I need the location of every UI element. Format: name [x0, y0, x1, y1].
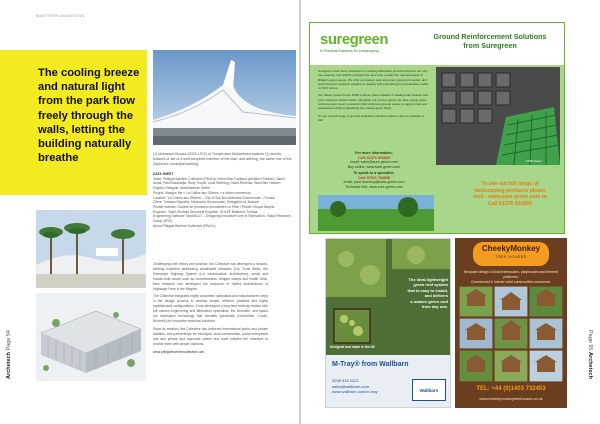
mtray-title: M-Tray® from Wallbarn: [332, 361, 409, 368]
data-sheet: [153, 172, 293, 228]
suregreen-paragraph: To see our full range of ground protection solutions please visit our website or call:: [318, 113, 424, 122]
body-text: [153, 262, 268, 354]
suregreen-logo: suregreen: [320, 31, 389, 48]
cta-line[interactable]: visit - www.sure-green.com or: [473, 194, 547, 201]
cheeky-logo: [473, 242, 549, 266]
pull-quote: The cooling breeze and natural light from the park flow freely through the walls, letting the building naturally breathe: [38, 67, 140, 165]
suregreen-copy: [318, 69, 430, 122]
cta-line: landscaping products please: [474, 187, 546, 194]
web-link[interactable]: www.philippebarrierecollective.com: [153, 349, 205, 354]
overlay-line: from day one.: [421, 304, 448, 310]
hero-building-illustration: [153, 50, 296, 145]
building-render-illustration: [36, 293, 146, 381]
data-sheet-line: Project: Mosque the « La Colline aux Oliviers » a urban community: [153, 190, 251, 195]
contact-line: To speak to a specialist;: [353, 171, 395, 175]
data-sheet-line: Private investor: Societe de promotion immobiliere Le Plein / Planet Groupe Bayeth: [153, 204, 275, 209]
contact-phone[interactable]: Call: 07921 784658: [358, 175, 390, 180]
suregreen-paragraph: Suregreen have been dedicated to creating affordable products that are not only free draining and SUDS compliant but also help sustain the natural beauty of Britain's green areas. We offer permanent and temporary ground protection and reinforcement solutions capable of dealing with everything from pedestrian traffic to HGV lorries.: [318, 69, 429, 91]
suregreen-title-line: Ground Reinforcement Solutions: [433, 32, 547, 41]
folio-page: Page 95: [587, 330, 593, 351]
cheeky-web[interactable]: www.cheekymonkeytreehouses.co.uk: [479, 397, 543, 401]
building-render-photo: [36, 293, 146, 381]
ad-mtray: [325, 238, 451, 408]
suregreen-paragraph: Our latest product is the FP60 a 40mm pave capable of dealing with heavier and more frequent vehicle traffic. Alongside our porous pavers we also supply grass reinforcement mesh, a solution that reinforces ground areas to support cars and pedestrians whilst maintaining the natural grass finish.: [318, 93, 429, 111]
data-sheet-line: Graphic Designer: Abdelrahman Detfre: [153, 186, 210, 191]
data-sheet-line: About Philippe Barriere Collective (PBcCo): [153, 223, 216, 228]
cheeky-taglines: [461, 270, 561, 284]
mtray-photo-caption: Designed and made in the UK: [330, 345, 375, 349]
cheeky-phone[interactable]: TEL: +44 (0)1403 732453: [476, 386, 546, 392]
cheeky-brand: CheekyMonkey: [481, 244, 541, 253]
photo-caption: (1) Mohamed Bouzid (2023-1972) of Tunisia also Mohammed saalmiz (1) and its ledwork or set of a well-complete member of the clan, and altering, the same role of the Zaytuna's municipal working.: [153, 152, 292, 166]
body-paragraph: The Collective integrates highly competent specialists and manufacturers early in the design process to develop simple, efficient, practical and highly sophisticated configurations. It has developed a long time working relation with the various engineering and fabrication specialists, the Dermidiri, and spans out workspace technology that elevates specialists (Geochimie, Curvin, Bionivek) for innovative technical solutions.: [153, 294, 268, 323]
right-folio: [587, 330, 593, 379]
data-sheet-line: Team: Philippe Barriere Collective (PBcEa), Ishem Ben Fadiboul (Architect Partner), Samir Arwal, Parsi Boubadjia, Rudy Troyat, Lucie Berthing, David Reherka, Wahi Ben Hassen: [153, 176, 285, 186]
mtray-email[interactable]: sales@wallbarn.com: [332, 383, 369, 389]
cheeky-brand-sub: TREE HOUSES: [495, 255, 527, 259]
data-sheet-heading: DATA SHEET: [153, 172, 174, 176]
suregreen-cta: [458, 181, 562, 207]
contact-phone[interactable]: Call: 01376 503869: [358, 155, 390, 160]
folio-label: Archetech: [587, 352, 593, 379]
paver-grid-illustration: [436, 67, 560, 165]
suregreen-title-line: from Suregreen: [463, 41, 517, 50]
overlay-line: green roof system: [413, 282, 448, 288]
lawn-photo: [318, 195, 434, 231]
data-sheet-line: Engineer: Taalit Ghofrani Structural Engineer, SOLEP Batiment, Tunisia: [153, 209, 258, 214]
overlay-line: a mature green roof: [410, 298, 448, 304]
running-head: MASTERPLAN/DESIGN: [36, 13, 85, 18]
left-page: [0, 0, 299, 424]
body-paragraph: Challenging both theory and practice, the Collective has developed a forward-thinking expertise addressing sustainable urbanism (Lot, Tunis West), the Enterprise Highway System (Lot Infrastructure Architecture), social and human-built issues such as homelessness, refugee camps and health clinic. New research has developed the exposure of Hybrid Architectures of Highways Ferry in the Magreb.: [153, 262, 268, 291]
folio-page: Page 94: [6, 330, 12, 351]
contact-email[interactable]: email: paul.mcenroy@sure-green.com: [343, 180, 405, 185]
contact-web[interactable]: Technical Info: www.sure-green.com: [345, 184, 403, 189]
contact-email[interactable]: email: sales@sure-green.com: [350, 160, 398, 165]
suregreen-title: [420, 32, 560, 50]
cta-line[interactable]: Call 01376 503869: [487, 200, 533, 207]
mtray-overlay-copy: [392, 277, 448, 309]
suregreen-contact-specialist: [318, 171, 430, 189]
overlay-line: that is easy to install,: [407, 287, 448, 293]
cheeky-tagline: Commercial & Interior solid communities welcomed.: [470, 279, 552, 284]
cheeky-tagline: Bespoke design & build treehouses, playhouses and themed platforms.: [464, 270, 558, 279]
paver-image-label: FP60 Paver: [526, 159, 542, 163]
overlay-line: and delivers: [424, 293, 448, 299]
contact-line: For more information;: [355, 151, 393, 155]
paver-photo: [436, 67, 560, 165]
data-sheet-line: Engineering Software: WorkBULT – Designing Innovative form in Fabrication / Stack Research Group (SRG): [153, 214, 291, 224]
treehouse-photo-grid: [459, 286, 563, 382]
treehouse-collage: [459, 286, 563, 382]
palm-tree-photo: [36, 210, 146, 288]
data-sheet-line: Client: Tunisian Republic, Marsouba Governorate, Delegation of Jedoum: [153, 200, 259, 205]
body-paragraph: Since its creation, the Collective has delivered international public and private facilities, and partnerships for municipal, local communities, social enterprises arts and private and corporate clients and have initiated the collective to provide them with simple solutions.: [153, 326, 268, 346]
ad-cheeky-monkey: [455, 238, 567, 408]
contact-web[interactable]: Buy online: www.sure-green.com: [347, 164, 401, 169]
suregreen-logo-tagline: In Practical Solutions for Landscaping: [320, 49, 379, 53]
mtray-phone[interactable]: 0208 916 2222: [332, 378, 359, 383]
left-folio: [6, 330, 12, 379]
palm-courtyard-illustration: [36, 210, 146, 288]
ad-suregreen: [309, 22, 565, 234]
folio-label: Archetech: [6, 352, 12, 379]
suregreen-contact-sales: [318, 151, 430, 169]
mtray-web[interactable]: www.wallbarn.com/m-tray: [332, 389, 378, 395]
mtray-contacts: [332, 378, 378, 395]
overlay-line: The ideal lightweight: [408, 277, 448, 282]
cta-line: To see our full range of: [481, 181, 539, 187]
lawn-illustration: [318, 195, 434, 231]
wallbarn-badge: Wallbarn: [412, 379, 446, 401]
right-page: [301, 0, 600, 424]
hero-building-photo: [153, 50, 296, 145]
data-sheet-line: Location: 'La Colline aux Oliviers' – City of Sidi Bou Marsuba Governorate – Tunisia: [153, 195, 275, 200]
